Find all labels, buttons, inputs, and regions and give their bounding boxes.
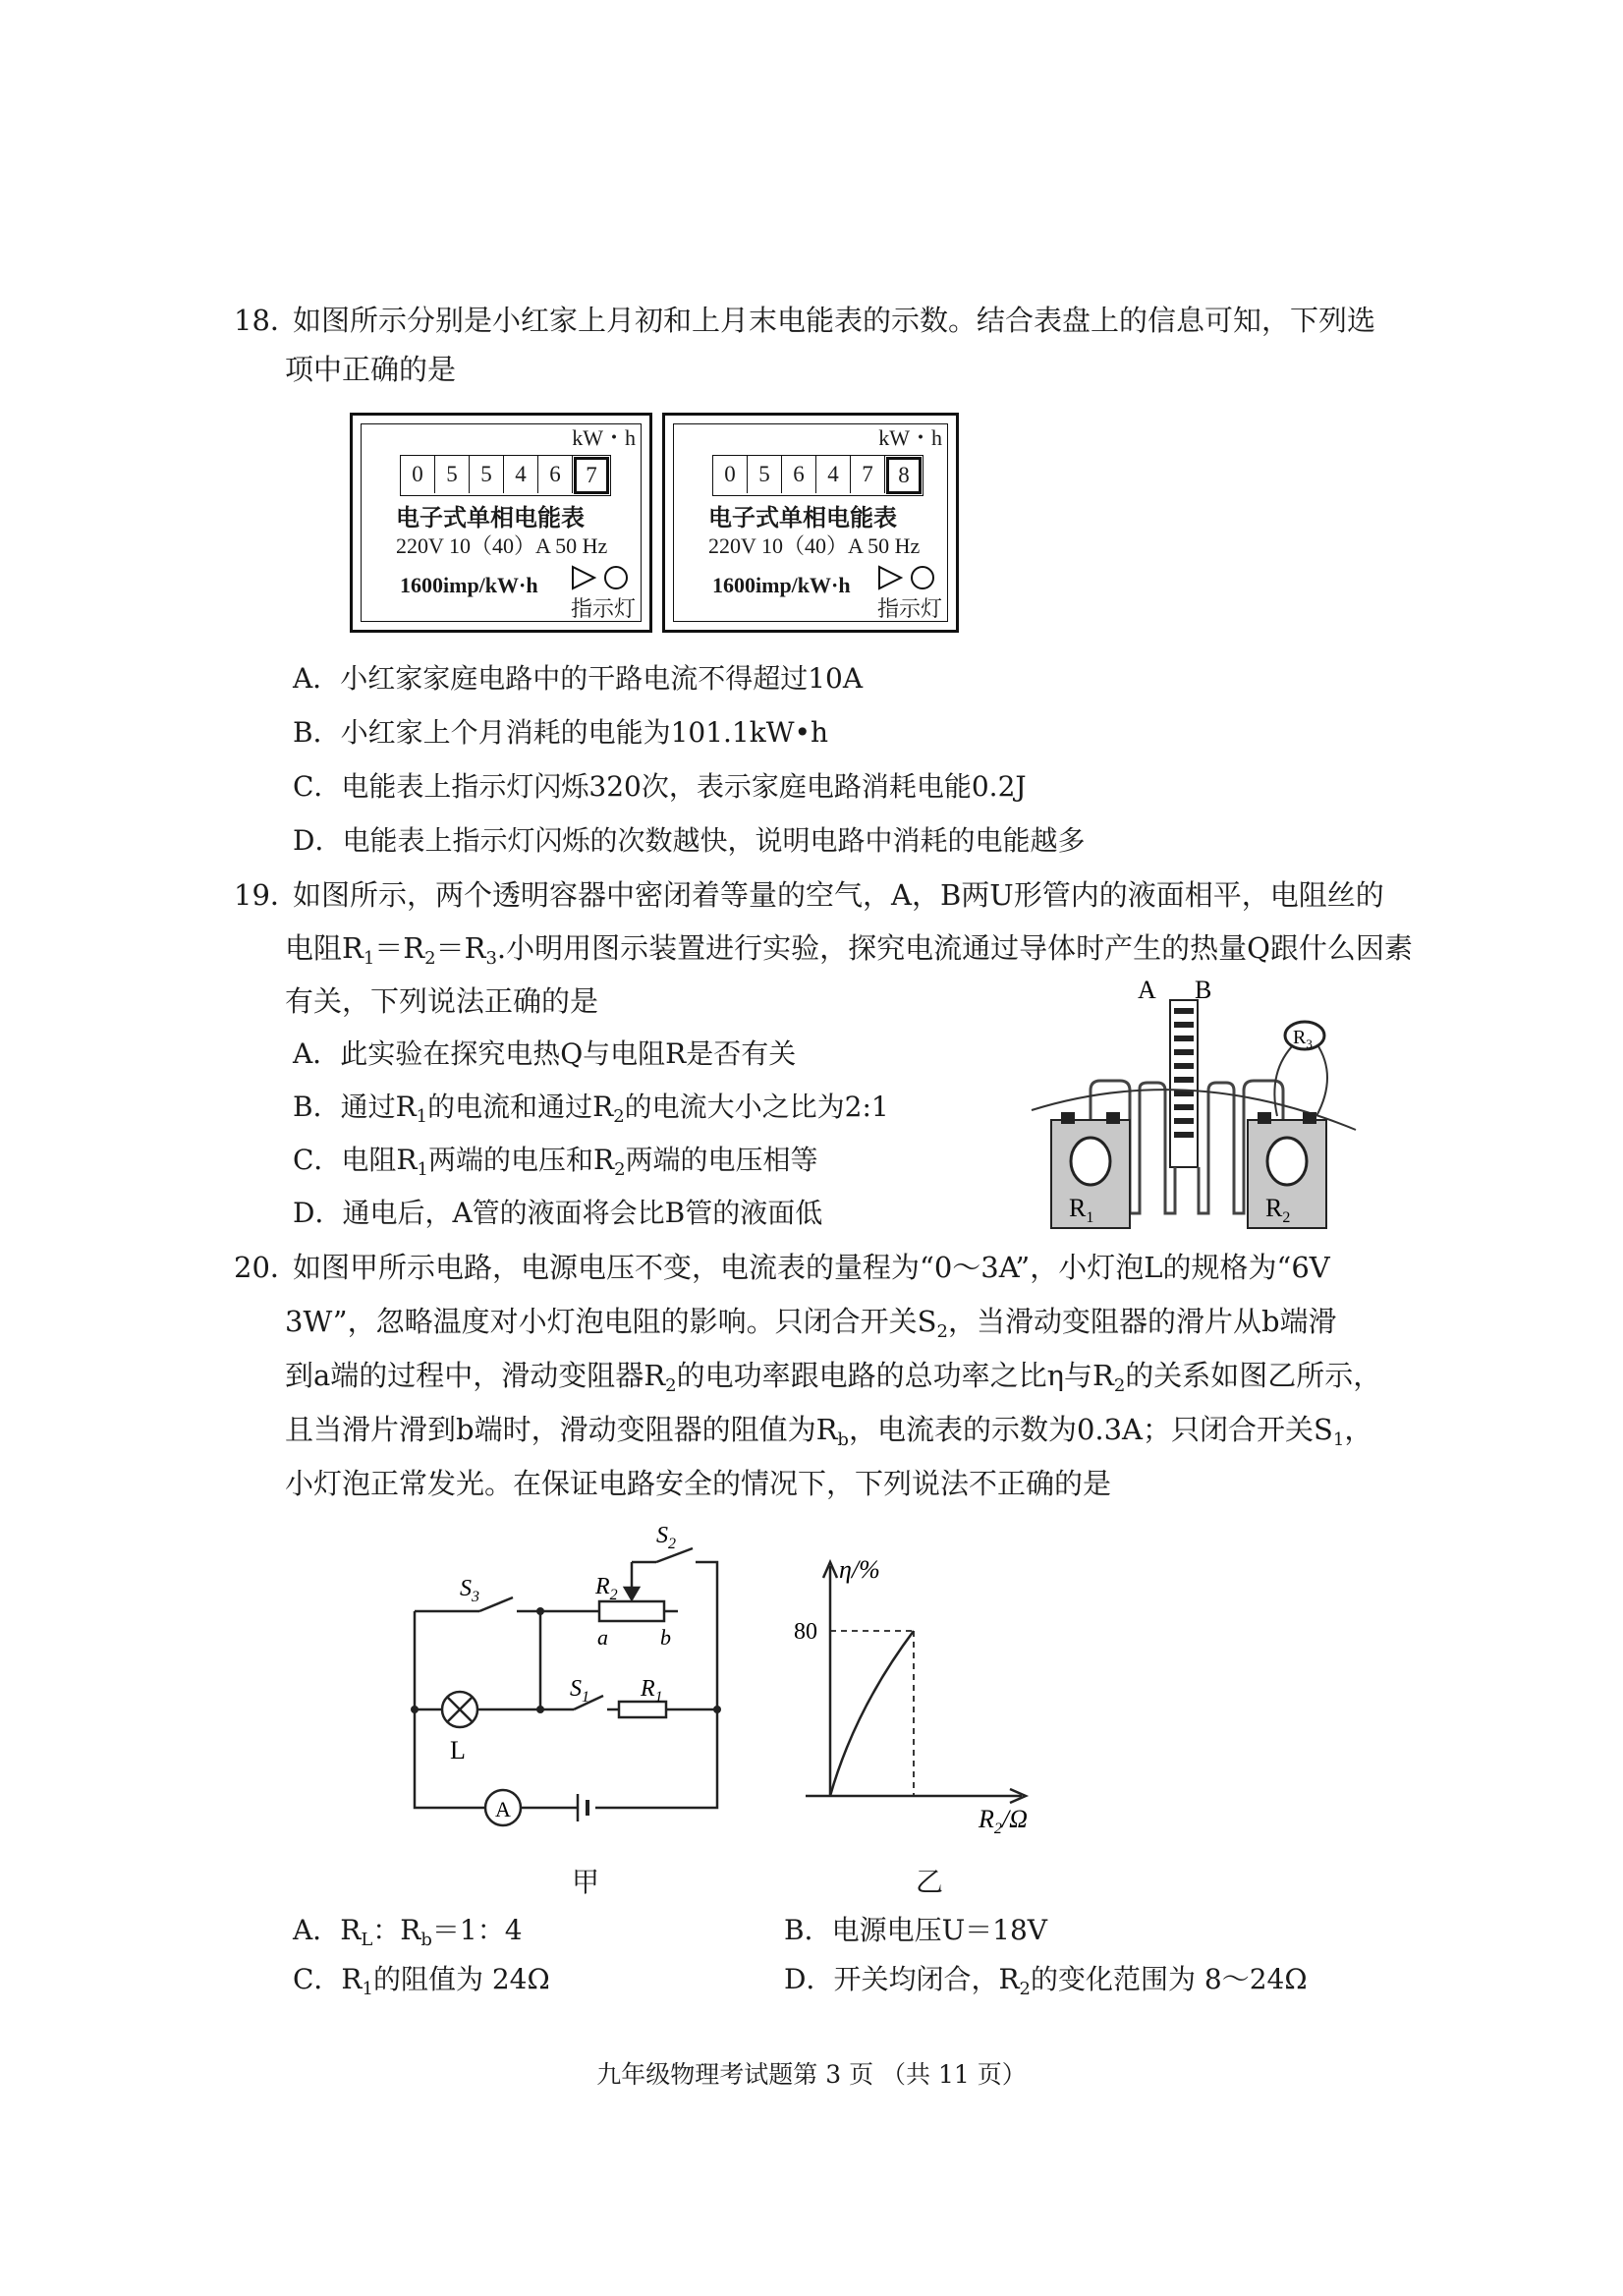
graph-y80-label: 80 bbox=[794, 1619, 817, 1645]
meter-unit: kW・h bbox=[878, 425, 942, 450]
resistor-r1-label: $R_1$ bbox=[641, 1676, 663, 1706]
q19-option-a: A．此实验在探究电热Q与电阻R是否有关 bbox=[293, 1037, 797, 1070]
tube-label-b: B bbox=[1195, 976, 1212, 1004]
q18-option-c: C．电能表上指示灯闪烁320次，表示家庭电路消耗电能0.2J bbox=[293, 770, 1027, 803]
q20-option-c: C．$R_1$的阻值为 24Ω bbox=[293, 1963, 550, 1999]
q20-option-b: B．电源电压U＝18V bbox=[784, 1914, 1048, 1946]
circuit-diagram-jia bbox=[393, 1513, 766, 1857]
indicator-light-icon bbox=[877, 563, 938, 592]
graph-yi bbox=[786, 1533, 1071, 1847]
meter-digit: 4 bbox=[504, 456, 538, 493]
q20-stem-line5: 小灯泡正常发光。在保证电路安全的情况下，下列说法不正确的是 bbox=[285, 1467, 1112, 1500]
meter-digit: 0 bbox=[401, 456, 435, 493]
q20-stem-line1: 如图甲所示电路，电源电压不变，电流表的量程为“0～3A”，小灯泡L的规格为“6V bbox=[293, 1251, 1330, 1284]
page-footer: 九年级物理考试题第 3 页 （共 11 页） bbox=[596, 2060, 1027, 2089]
meter-name: 电子式单相电能表 bbox=[396, 504, 585, 532]
q19-apparatus-figure bbox=[1022, 973, 1366, 1248]
lamp-label: L bbox=[450, 1736, 466, 1764]
meter-unit: kW・h bbox=[572, 425, 636, 450]
switch-s1-label: $S_1$ bbox=[570, 1676, 589, 1706]
q20-stem-line2: 3W”，忽略温度对小灯泡电阻的影响。只闭合开关$S_2$，当滑动变阻器的滑片从b端滑 bbox=[285, 1305, 1337, 1342]
q18-number: 18． bbox=[234, 304, 299, 337]
meter-digit-decimal: 8 bbox=[886, 457, 922, 494]
graph-x-label: $R_2/\Omega$ bbox=[979, 1805, 1028, 1837]
meter-digits bbox=[712, 455, 923, 496]
switch-s3-label: $S_3$ bbox=[460, 1576, 479, 1605]
meter-indicator-label: 指示灯 bbox=[876, 597, 942, 622]
q19-option-d: D．通电后，A管的液面将会比B管的液面低 bbox=[293, 1197, 823, 1229]
rheostat-r2-label: $R_2$ bbox=[595, 1574, 618, 1603]
meter-digit: 5 bbox=[748, 456, 782, 493]
terminal-a-label: a bbox=[597, 1625, 608, 1650]
q18-stem-line1: 如图所示分别是小红家上月初和上月末电能表的示数。结合表盘上的信息可知，下列选 bbox=[293, 304, 1376, 337]
meter-start bbox=[350, 413, 652, 633]
q18-option-b: B．小红家上个月消耗的电能为101.1kW•h bbox=[293, 716, 829, 749]
meter-digit: 6 bbox=[782, 456, 816, 493]
meter-spec: 220V 10（40）A 50 Hz bbox=[708, 533, 921, 558]
q18-stem-line2: 项中正确的是 bbox=[285, 353, 457, 386]
q20-number: 20． bbox=[234, 1251, 299, 1284]
graph-y-label: η/% bbox=[839, 1555, 880, 1584]
meter-digit: 6 bbox=[538, 456, 573, 493]
meter-digit: 5 bbox=[470, 456, 504, 493]
meter-digit: 0 bbox=[713, 456, 748, 493]
resistor-r1-label: $R_1$ bbox=[1069, 1194, 1094, 1226]
meter-spec: 220V 10（40）A 50 Hz bbox=[396, 533, 608, 558]
q18-option-a: A．小红家家庭电路中的干路电流不得超过10A bbox=[293, 662, 864, 695]
q20-stem-line3: 到a端的过程中，滑动变阻器$R_2$的电功率跟电路的总功率之比η与$R_2$的关系如图乙所示， bbox=[285, 1359, 1382, 1396]
meter-digit-decimal: 7 bbox=[574, 457, 609, 494]
terminal-b-label: b bbox=[660, 1625, 671, 1650]
q20-option-a: A．$R_L$：$R_b=1$：4 bbox=[293, 1914, 523, 1950]
q18-option-d: D．电能表上指示灯闪烁的次数越快，说明电路中消耗的电能越多 bbox=[293, 824, 1086, 857]
q20-stem-line4: 且当滑片滑到b端时，滑动变阻器的阻值为$R_b$，电流表的示数为0.3A；只闭合开关$S_1$， bbox=[285, 1413, 1373, 1450]
meter-digit: 4 bbox=[816, 456, 851, 493]
resistor-r3-label: $R_3$ bbox=[1293, 1027, 1313, 1051]
tube-label-a: A bbox=[1138, 976, 1156, 1004]
q19-option-b: B．通过$R_1$的电流和通过$R_2$的电流大小之比为2:1 bbox=[293, 1091, 889, 1127]
q19-option-c: C．电阻$R_1$两端的电压和$R_2$两端的电压相等 bbox=[293, 1144, 818, 1180]
ammeter-label: A bbox=[495, 1797, 511, 1821]
meter-digit: 5 bbox=[435, 456, 470, 493]
resistor-r2-label: $R_2$ bbox=[1265, 1194, 1291, 1226]
q19-stem-line2: 电阻$R_1=R_2=R_3$.小明用图示装置进行实验，探究电流通过导体时产生的热量Q跟什么因素 bbox=[285, 931, 1413, 969]
meter-imp: 1600imp/kW·h bbox=[712, 573, 851, 597]
caption-jia: 甲 bbox=[572, 1866, 600, 1898]
indicator-light-icon bbox=[571, 563, 632, 592]
meter-indicator-label: 指示灯 bbox=[570, 597, 636, 622]
meter-name: 电子式单相电能表 bbox=[708, 504, 897, 532]
meter-digits bbox=[400, 455, 611, 496]
switch-s2-label: $S_2$ bbox=[656, 1523, 676, 1552]
q19-number: 19． bbox=[234, 878, 299, 912]
q19-stem-line3: 有关，下列说法正确的是 bbox=[285, 984, 599, 1018]
q20-option-d: D．开关均闭合，$R_2$的变化范围为 8～24Ω bbox=[784, 1963, 1308, 1999]
meter-imp: 1600imp/kW·h bbox=[400, 573, 538, 597]
meter-digit: 7 bbox=[851, 456, 885, 493]
caption-yi: 乙 bbox=[916, 1866, 944, 1898]
q19-stem-line1: 如图所示，两个透明容器中密闭着等量的空气，A，B两U形管内的液面相平，电阻丝的 bbox=[293, 878, 1384, 912]
meter-end bbox=[662, 413, 959, 633]
